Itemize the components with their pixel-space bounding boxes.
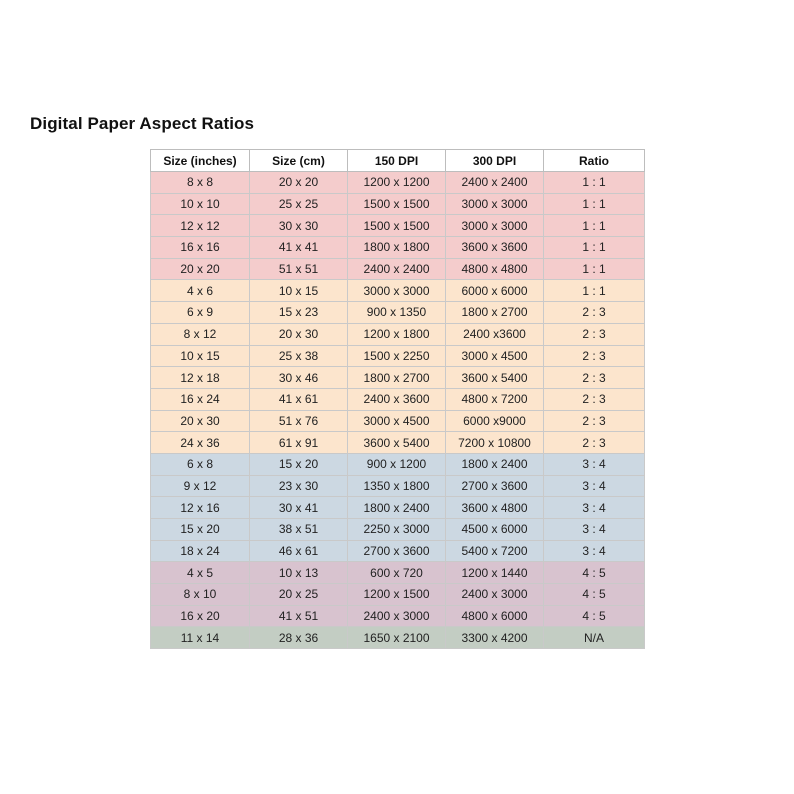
table-row: [151, 323, 645, 345]
cell-ratio: 4 : 5: [544, 605, 645, 627]
table-header-row: [151, 150, 645, 172]
cell-150-dpi: 1800 x 2700: [348, 367, 446, 389]
table-row: [151, 519, 645, 541]
cell-150-dpi: 3000 x 3000: [348, 280, 446, 302]
cell-ratio: 2 : 3: [544, 388, 645, 410]
cell-size-inches: 20 x 20: [151, 258, 250, 280]
cell-300-dpi: 3000 x 3000: [446, 193, 544, 215]
table-row: [151, 432, 645, 454]
cell-size-cm: 30 x 30: [250, 215, 348, 237]
cell-size-inches: 12 x 16: [151, 497, 250, 519]
cell-150-dpi: 2400 x 3000: [348, 605, 446, 627]
table-row: [151, 193, 645, 215]
header-size-inches: Size (inches): [151, 150, 250, 172]
cell-ratio: 4 : 5: [544, 562, 645, 584]
cell-ratio: 1 : 1: [544, 280, 645, 302]
cell-size-cm: 20 x 30: [250, 323, 348, 345]
cell-size-inches: 4 x 5: [151, 562, 250, 584]
cell-size-cm: 30 x 46: [250, 367, 348, 389]
cell-150-dpi: 1200 x 1800: [348, 323, 446, 345]
cell-size-inches: 4 x 6: [151, 280, 250, 302]
cell-size-cm: 46 x 61: [250, 540, 348, 562]
cell-150-dpi: 1350 x 1800: [348, 475, 446, 497]
table-row: [151, 302, 645, 324]
cell-300-dpi: 2700 x 3600: [446, 475, 544, 497]
cell-ratio: 2 : 3: [544, 323, 645, 345]
cell-300-dpi: 7200 x 10800: [446, 432, 544, 454]
cell-ratio: 4 : 5: [544, 584, 645, 606]
cell-size-inches: 10 x 10: [151, 193, 250, 215]
cell-150-dpi: 3600 x 5400: [348, 432, 446, 454]
cell-150-dpi: 1200 x 1200: [348, 172, 446, 194]
cell-size-inches: 16 x 20: [151, 605, 250, 627]
cell-ratio: 3 : 4: [544, 475, 645, 497]
cell-300-dpi: 2400 x3600: [446, 323, 544, 345]
cell-300-dpi: 4800 x 6000: [446, 605, 544, 627]
cell-150-dpi: 900 x 1200: [348, 453, 446, 475]
cell-ratio: 1 : 1: [544, 237, 645, 259]
cell-300-dpi: 3000 x 4500: [446, 345, 544, 367]
cell-150-dpi: 1800 x 1800: [348, 237, 446, 259]
table-row: [151, 345, 645, 367]
cell-300-dpi: 4800 x 7200: [446, 388, 544, 410]
cell-150-dpi: 1500 x 1500: [348, 215, 446, 237]
cell-300-dpi: 2400 x 2400: [446, 172, 544, 194]
table-row: [151, 562, 645, 584]
cell-size-cm: 10 x 13: [250, 562, 348, 584]
cell-150-dpi: 2700 x 3600: [348, 540, 446, 562]
cell-ratio: 2 : 3: [544, 432, 645, 454]
cell-ratio: 3 : 4: [544, 519, 645, 541]
cell-size-cm: 25 x 25: [250, 193, 348, 215]
cell-size-inches: 12 x 12: [151, 215, 250, 237]
cell-size-inches: 6 x 9: [151, 302, 250, 324]
header-150-dpi: 150 DPI: [348, 150, 446, 172]
cell-size-cm: 51 x 51: [250, 258, 348, 280]
cell-ratio: 2 : 3: [544, 345, 645, 367]
cell-150-dpi: 2400 x 3600: [348, 388, 446, 410]
cell-150-dpi: 1500 x 1500: [348, 193, 446, 215]
cell-size-cm: 30 x 41: [250, 497, 348, 519]
table-row: [151, 280, 645, 302]
table-row: [151, 497, 645, 519]
cell-ratio: 2 : 3: [544, 410, 645, 432]
table-row: [151, 584, 645, 606]
table-row: [151, 453, 645, 475]
table-row: [151, 605, 645, 627]
cell-size-inches: 20 x 30: [151, 410, 250, 432]
table-row: [151, 367, 645, 389]
cell-size-cm: 15 x 20: [250, 453, 348, 475]
cell-ratio: 2 : 3: [544, 302, 645, 324]
cell-ratio: N/A: [544, 627, 645, 649]
cell-size-inches: 8 x 12: [151, 323, 250, 345]
cell-300-dpi: 6000 x 6000: [446, 280, 544, 302]
cell-300-dpi: 4800 x 4800: [446, 258, 544, 280]
cell-size-inches: 11 x 14: [151, 627, 250, 649]
cell-150-dpi: 1800 x 2400: [348, 497, 446, 519]
cell-150-dpi: 2250 x 3000: [348, 519, 446, 541]
cell-size-inches: 10 x 15: [151, 345, 250, 367]
cell-size-inches: 8 x 8: [151, 172, 250, 194]
cell-150-dpi: 1200 x 1500: [348, 584, 446, 606]
cell-size-cm: 10 x 15: [250, 280, 348, 302]
cell-size-cm: 20 x 25: [250, 584, 348, 606]
page-title: Digital Paper Aspect Ratios: [30, 114, 255, 133]
table-row: [151, 627, 645, 649]
cell-300-dpi: 3300 x 4200: [446, 627, 544, 649]
cell-ratio: 2 : 3: [544, 367, 645, 389]
cell-size-cm: 41 x 51: [250, 605, 348, 627]
header-300-dpi: 300 DPI: [446, 150, 544, 172]
cell-size-inches: 16 x 16: [151, 237, 250, 259]
cell-300-dpi: 6000 x9000: [446, 410, 544, 432]
cell-size-inches: 16 x 24: [151, 388, 250, 410]
cell-150-dpi: 2400 x 2400: [348, 258, 446, 280]
cell-150-dpi: 900 x 1350: [348, 302, 446, 324]
cell-ratio: 1 : 1: [544, 193, 645, 215]
cell-size-inches: 6 x 8: [151, 453, 250, 475]
cell-ratio: 1 : 1: [544, 215, 645, 237]
cell-size-inches: 9 x 12: [151, 475, 250, 497]
cell-size-cm: 38 x 51: [250, 519, 348, 541]
table-row: [151, 237, 645, 259]
cell-size-cm: 61 x 91: [250, 432, 348, 454]
cell-300-dpi: 3000 x 3000: [446, 215, 544, 237]
cell-300-dpi: 3600 x 5400: [446, 367, 544, 389]
cell-300-dpi: 3600 x 3600: [446, 237, 544, 259]
cell-size-inches: 12 x 18: [151, 367, 250, 389]
table-row: [151, 388, 645, 410]
table-row: [151, 410, 645, 432]
cell-size-cm: 28 x 36: [250, 627, 348, 649]
cell-ratio: 1 : 1: [544, 258, 645, 280]
cell-ratio: 3 : 4: [544, 497, 645, 519]
cell-150-dpi: 3000 x 4500: [348, 410, 446, 432]
cell-ratio: 3 : 4: [544, 540, 645, 562]
cell-300-dpi: 1200 x 1440: [446, 562, 544, 584]
cell-300-dpi: 1800 x 2700: [446, 302, 544, 324]
table-row: [151, 215, 645, 237]
cell-size-cm: 23 x 30: [250, 475, 348, 497]
header-ratio: Ratio: [544, 150, 645, 172]
table-row: [151, 172, 645, 194]
cell-size-inches: 8 x 10: [151, 584, 250, 606]
aspect-ratio-table: [150, 149, 645, 649]
cell-ratio: 3 : 4: [544, 453, 645, 475]
cell-150-dpi: 600 x 720: [348, 562, 446, 584]
cell-150-dpi: 1650 x 2100: [348, 627, 446, 649]
table-body: [151, 172, 645, 649]
header-size-cm: Size (cm): [250, 150, 348, 172]
cell-300-dpi: 5400 x 7200: [446, 540, 544, 562]
cell-ratio: 1 : 1: [544, 172, 645, 194]
cell-150-dpi: 1500 x 2250: [348, 345, 446, 367]
cell-size-cm: 41 x 41: [250, 237, 348, 259]
table-row: [151, 540, 645, 562]
cell-300-dpi: 2400 x 3000: [446, 584, 544, 606]
cell-size-inches: 18 x 24: [151, 540, 250, 562]
cell-size-cm: 20 x 20: [250, 172, 348, 194]
table-row: [151, 475, 645, 497]
cell-300-dpi: 3600 x 4800: [446, 497, 544, 519]
table-row: [151, 258, 645, 280]
cell-300-dpi: 1800 x 2400: [446, 453, 544, 475]
cell-size-cm: 51 x 76: [250, 410, 348, 432]
cell-300-dpi: 4500 x 6000: [446, 519, 544, 541]
cell-size-cm: 41 x 61: [250, 388, 348, 410]
cell-size-inches: 24 x 36: [151, 432, 250, 454]
cell-size-inches: 15 x 20: [151, 519, 250, 541]
cell-size-cm: 15 x 23: [250, 302, 348, 324]
cell-size-cm: 25 x 38: [250, 345, 348, 367]
